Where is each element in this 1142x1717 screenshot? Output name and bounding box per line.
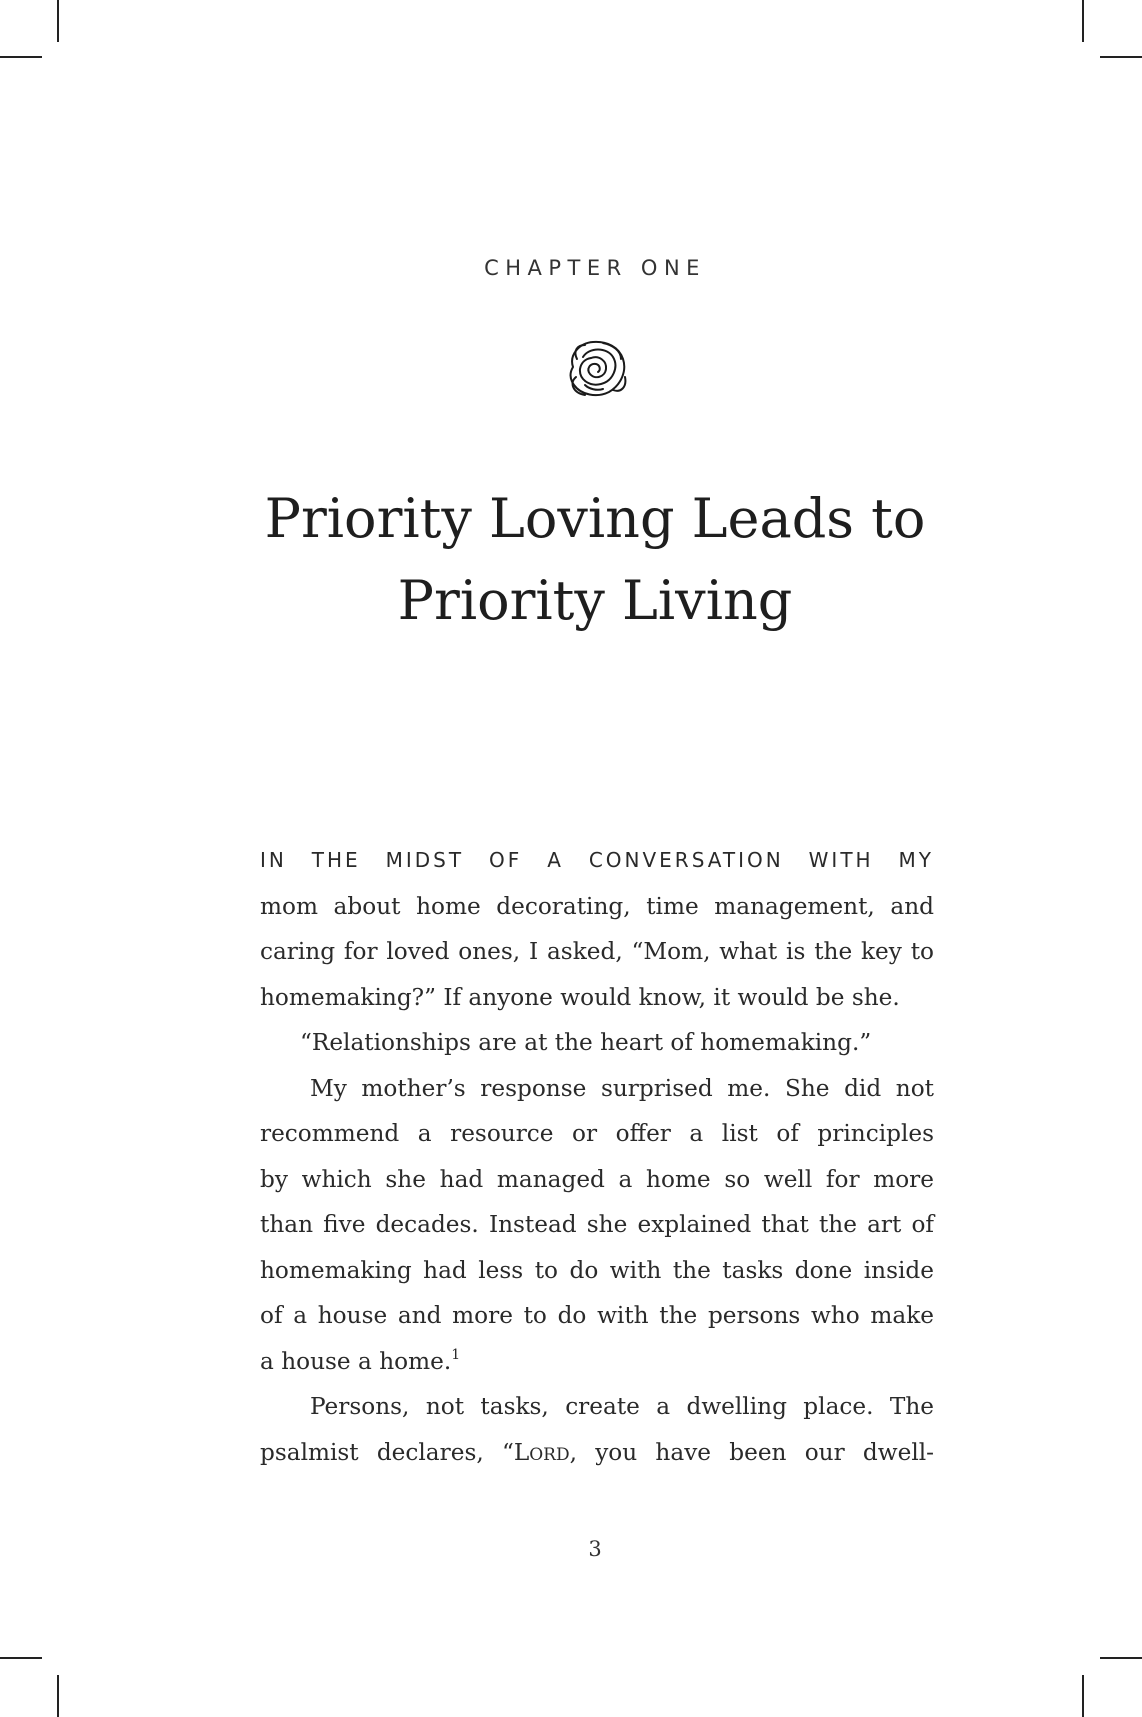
body-line-text: psalmist declares, “ xyxy=(260,1438,514,1466)
crop-mark xyxy=(57,1675,59,1717)
chapter-title-line: Priority Loving Leads to xyxy=(264,487,926,550)
footnote-marker: 1 xyxy=(451,1346,461,1363)
crop-mark xyxy=(1082,1675,1084,1717)
body-text xyxy=(260,838,934,1475)
chapter-label: CHAPTER ONE xyxy=(484,256,706,280)
crop-mark xyxy=(1100,56,1142,58)
body-line: recommend a resource or offer a list of principles xyxy=(260,1120,934,1147)
body-line: homemaking had less to do with the tasks done inside xyxy=(260,1256,934,1284)
paragraph-start-line: Persons, not tasks, create a dwelling place. The xyxy=(310,1393,934,1420)
crop-mark xyxy=(1100,1657,1142,1659)
crop-mark xyxy=(0,56,42,58)
body-line-text: , you have been our dwell- xyxy=(569,1438,935,1466)
paragraph-start-line: My mother’s response surprised me. She did not xyxy=(310,1074,934,1102)
rose-icon xyxy=(563,337,629,399)
crop-mark xyxy=(1082,0,1084,42)
lord-initial: L xyxy=(513,1438,530,1466)
page-number: 3 xyxy=(588,1537,602,1561)
lord-small-caps: ORD xyxy=(529,1444,570,1465)
body-line: mom about home decorating, time management, and xyxy=(260,892,934,920)
body-line-lord xyxy=(260,1430,934,1476)
body-line: than five decades. Instead she explained that the art of xyxy=(260,1211,934,1238)
body-line: homemaking?” If anyone would know, it would be she. xyxy=(260,983,900,1011)
crop-mark xyxy=(57,0,59,42)
chapter-title-line: Priority Living xyxy=(397,569,793,632)
body-line: by which she had managed a home so well for more xyxy=(260,1165,934,1193)
body-line: of a house and more to do with the persons who make xyxy=(260,1302,934,1329)
quote-line: “Relationships are at the heart of homemaking.” xyxy=(300,1029,872,1056)
body-line-text: a house a home. xyxy=(260,1347,452,1375)
crop-mark xyxy=(0,1657,42,1659)
chapter-title xyxy=(200,478,990,642)
body-line-with-footnote xyxy=(260,1339,934,1385)
body-line: caring for loved ones, I asked, “Mom, what is the key to xyxy=(260,938,934,965)
opening-line-small-caps: IN THE MIDST OF A CONVERSATION WITH MY xyxy=(260,848,934,872)
